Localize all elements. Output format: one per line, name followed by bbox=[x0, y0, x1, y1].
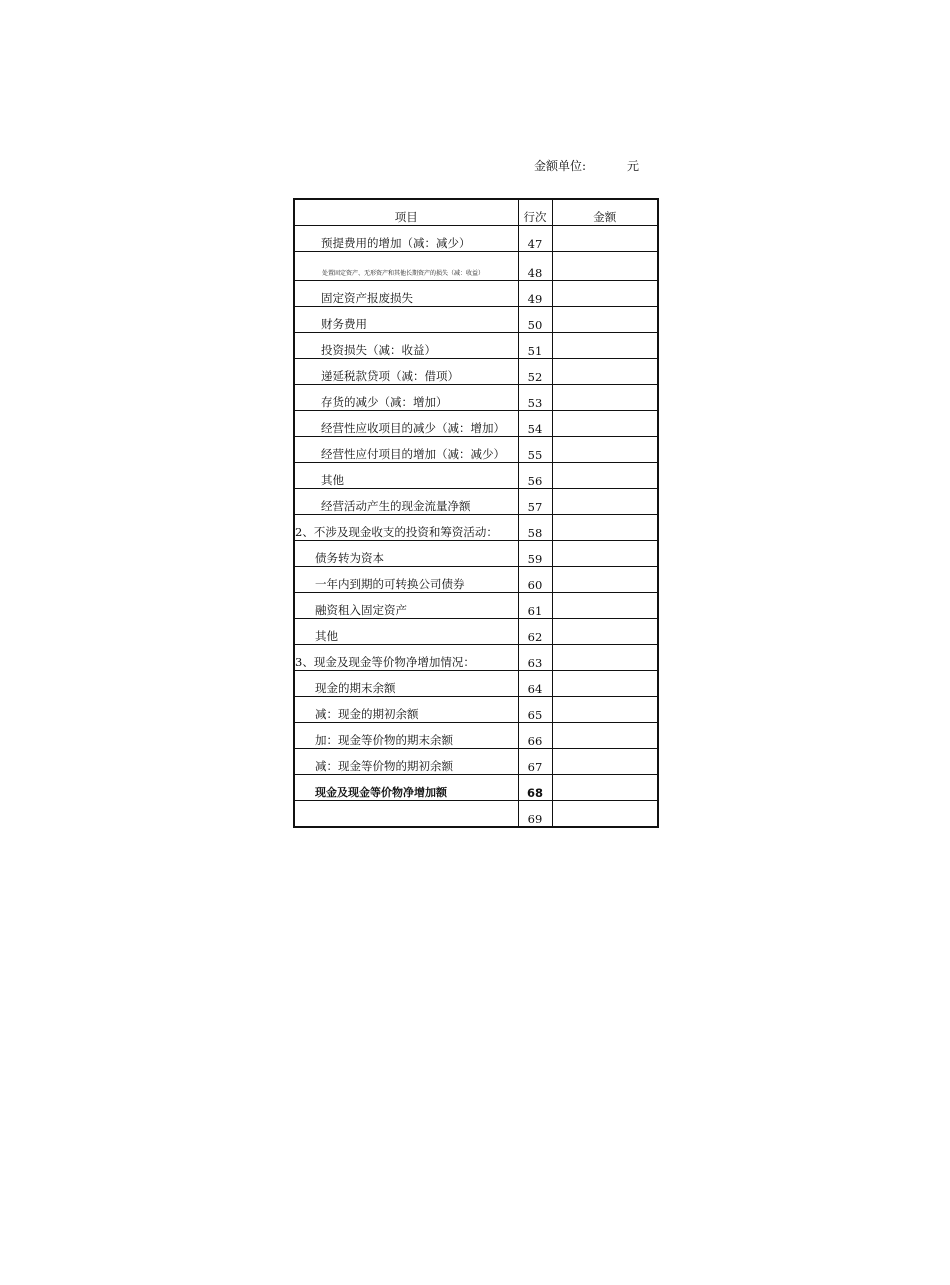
row-amount-cell[interactable] bbox=[552, 333, 658, 359]
row-amount-cell[interactable] bbox=[552, 226, 658, 252]
row-line-no: 49 bbox=[518, 281, 552, 307]
row-item: 债务转为资本 bbox=[294, 541, 518, 567]
row-line-no: 50 bbox=[518, 307, 552, 333]
row-amount-cell[interactable] bbox=[552, 645, 658, 671]
row-line-no: 61 bbox=[518, 593, 552, 619]
table-row bbox=[294, 359, 658, 385]
table-row bbox=[294, 697, 658, 723]
table-header-row bbox=[294, 199, 658, 226]
amount-unit-value: 元 bbox=[627, 159, 640, 173]
row-line-no: 47 bbox=[518, 226, 552, 252]
table-row bbox=[294, 541, 658, 567]
row-line-no: 66 bbox=[518, 723, 552, 749]
table-row bbox=[294, 723, 658, 749]
row-item: 减：现金等价物的期初余额 bbox=[294, 749, 518, 775]
row-amount-cell[interactable] bbox=[552, 671, 658, 697]
row-line-no: 58 bbox=[518, 515, 552, 541]
row-item: 处置固定资产、无形资产和其他长期资产的损失（减：收益） bbox=[294, 252, 518, 281]
row-amount-cell[interactable] bbox=[552, 749, 658, 775]
row-line-no: 64 bbox=[518, 671, 552, 697]
row-item: 固定资产报废损失 bbox=[294, 281, 518, 307]
table-row bbox=[294, 567, 658, 593]
row-line-no: 59 bbox=[518, 541, 552, 567]
row-amount-cell[interactable] bbox=[552, 463, 658, 489]
table-row bbox=[294, 749, 658, 775]
table-row bbox=[294, 437, 658, 463]
table-row bbox=[294, 645, 658, 671]
row-item: 经营活动产生的现金流量净额 bbox=[294, 489, 518, 515]
row-amount-cell[interactable] bbox=[552, 489, 658, 515]
row-item: 存货的减少（减：增加） bbox=[294, 385, 518, 411]
row-item: 3、现金及现金等价物净增加情况： bbox=[294, 645, 518, 671]
table-row bbox=[294, 489, 658, 515]
row-line-no: 57 bbox=[518, 489, 552, 515]
row-line-no: 69 bbox=[518, 801, 552, 828]
row-item: 递延税款贷项（减：借项） bbox=[294, 359, 518, 385]
row-line-no: 65 bbox=[518, 697, 552, 723]
row-amount-cell[interactable] bbox=[552, 515, 658, 541]
row-line-no: 60 bbox=[518, 567, 552, 593]
table-row bbox=[294, 252, 658, 281]
row-amount-cell[interactable] bbox=[552, 359, 658, 385]
row-amount-cell[interactable] bbox=[552, 723, 658, 749]
row-item: 现金及现金等价物净增加额 bbox=[294, 775, 518, 801]
row-item: 一年内到期的可转换公司债券 bbox=[294, 567, 518, 593]
row-amount-cell[interactable] bbox=[552, 252, 658, 281]
row-line-no: 48 bbox=[518, 252, 552, 281]
row-item: 财务费用 bbox=[294, 307, 518, 333]
row-item: 2、不涉及现金收支的投资和筹资活动： bbox=[294, 515, 518, 541]
table-row bbox=[294, 671, 658, 697]
table-row bbox=[294, 411, 658, 437]
row-amount-cell[interactable] bbox=[552, 437, 658, 463]
row-item: 预提费用的增加（减：减少） bbox=[294, 226, 518, 252]
row-line-no: 54 bbox=[518, 411, 552, 437]
row-amount-cell[interactable] bbox=[552, 567, 658, 593]
row-amount-cell[interactable] bbox=[552, 775, 658, 801]
row-item bbox=[294, 801, 518, 828]
row-item: 经营性应收项目的减少（减：增加） bbox=[294, 411, 518, 437]
row-line-no: 52 bbox=[518, 359, 552, 385]
row-item: 融资租入固定资产 bbox=[294, 593, 518, 619]
row-line-no: 68 bbox=[518, 775, 552, 801]
table-row bbox=[294, 281, 658, 307]
table-row bbox=[294, 333, 658, 359]
amount-unit-label: 金额单位: bbox=[534, 159, 587, 173]
row-line-no: 53 bbox=[518, 385, 552, 411]
row-amount-cell[interactable] bbox=[552, 385, 658, 411]
table-row bbox=[294, 463, 658, 489]
row-amount-cell[interactable] bbox=[552, 307, 658, 333]
row-amount-cell[interactable] bbox=[552, 281, 658, 307]
header-item: 项目 bbox=[294, 199, 518, 226]
row-item: 加：现金等价物的期末余额 bbox=[294, 723, 518, 749]
row-amount-cell[interactable] bbox=[552, 541, 658, 567]
table-row bbox=[294, 307, 658, 333]
header-amount: 金额 bbox=[552, 199, 658, 226]
row-amount-cell[interactable] bbox=[552, 619, 658, 645]
row-item: 减：现金的期初余额 bbox=[294, 697, 518, 723]
row-item: 其他 bbox=[294, 619, 518, 645]
row-amount-cell[interactable] bbox=[552, 697, 658, 723]
row-line-no: 55 bbox=[518, 437, 552, 463]
row-line-no: 67 bbox=[518, 749, 552, 775]
table-row bbox=[294, 775, 658, 801]
row-line-no: 56 bbox=[518, 463, 552, 489]
row-line-no: 51 bbox=[518, 333, 552, 359]
row-amount-cell[interactable] bbox=[552, 593, 658, 619]
table-row bbox=[294, 515, 658, 541]
row-item: 投资损失（减：收益） bbox=[294, 333, 518, 359]
row-line-no: 62 bbox=[518, 619, 552, 645]
row-item: 经营性应付项目的增加（减：减少） bbox=[294, 437, 518, 463]
row-line-no: 63 bbox=[518, 645, 552, 671]
row-item: 现金的期末余额 bbox=[294, 671, 518, 697]
cash-flow-supplement-table bbox=[293, 198, 659, 828]
table-row bbox=[294, 801, 658, 828]
table-row bbox=[294, 593, 658, 619]
header-line-no: 行次 bbox=[518, 199, 552, 226]
table-row bbox=[294, 385, 658, 411]
table-row bbox=[294, 619, 658, 645]
table-row bbox=[294, 226, 658, 252]
row-item: 其他 bbox=[294, 463, 518, 489]
row-amount-cell[interactable] bbox=[552, 411, 658, 437]
row-amount-cell[interactable] bbox=[552, 801, 658, 828]
